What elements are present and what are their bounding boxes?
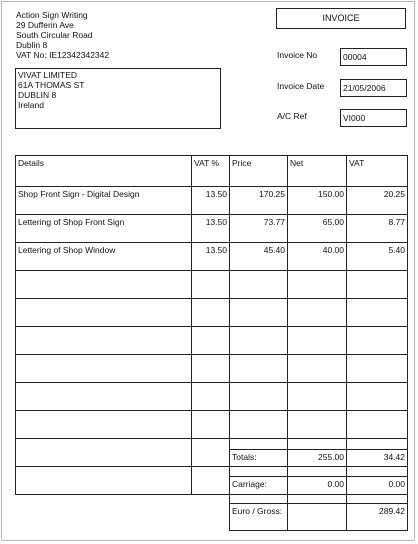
item-vat (347, 327, 408, 355)
customer-street: 61A THOMAS ST (18, 80, 85, 90)
item-vat-rate (192, 383, 230, 411)
item-price (230, 327, 288, 355)
item-vat-rate: 13.50 (192, 215, 230, 243)
item-row (16, 383, 408, 411)
customer-name: VIVAT LIMITED (18, 70, 78, 80)
supplier-name: Action Sign Writing (16, 10, 88, 20)
item-details (16, 327, 192, 355)
item-row (16, 215, 408, 243)
header-price: Price (230, 156, 288, 187)
totals-label: Euro / Gross: (230, 504, 288, 531)
item-row (16, 187, 408, 215)
item-net (288, 411, 347, 439)
item-vat-rate (192, 327, 230, 355)
item-net: 40.00 (288, 243, 347, 271)
item-vat (347, 411, 408, 439)
item-vat: 5.40 (347, 243, 408, 271)
header-net: Net (288, 156, 347, 187)
item-price: 73.77 (230, 215, 288, 243)
totals-net: 255.00 (288, 450, 347, 477)
item-vat-rate: 13.50 (192, 243, 230, 271)
item-price (230, 411, 288, 439)
item-price (230, 383, 288, 411)
item-net (288, 355, 347, 383)
totals-vat: 289.42 (347, 504, 408, 531)
items-table (15, 155, 408, 495)
item-vat: 20.25 (347, 187, 408, 215)
item-vat (347, 383, 408, 411)
item-price: 45.40 (230, 243, 288, 271)
totals-row (230, 450, 408, 477)
item-row (16, 271, 408, 299)
item-details (16, 271, 192, 299)
item-net: 150.00 (288, 187, 347, 215)
item-details (16, 355, 192, 383)
item-vat-rate (192, 439, 230, 467)
item-price (230, 355, 288, 383)
invoice-no-label: Invoice No (277, 50, 318, 60)
supplier-street: 29 Dufferin Ave (16, 20, 74, 30)
item-row (16, 327, 408, 355)
item-row (16, 355, 408, 383)
item-details (16, 467, 192, 495)
totals-vat: 34.42 (347, 450, 408, 477)
item-details: Shop Front Sign - Digital Design (16, 187, 192, 215)
ac-ref-field (340, 109, 407, 127)
totals-label: Carriage: (230, 477, 288, 504)
header-vat-rate: VAT % (192, 156, 230, 187)
totals-vat: 0.00 (347, 477, 408, 504)
item-vat-rate (192, 271, 230, 299)
item-details (16, 299, 192, 327)
invoice-date-label: Invoice Date (277, 81, 325, 91)
item-vat (347, 355, 408, 383)
customer-address-box (15, 68, 221, 129)
item-details: Lettering of Shop Front Sign (16, 215, 192, 243)
item-price: 170.25 (230, 187, 288, 215)
totals-label: Totals: (230, 450, 288, 477)
item-vat-rate (192, 355, 230, 383)
item-vat-rate (192, 299, 230, 327)
ac-ref-value: VI000 (343, 113, 366, 123)
item-net (288, 299, 347, 327)
invoice-date-field (340, 79, 407, 97)
item-vat: 8.77 (347, 215, 408, 243)
invoice-no-value: 00004 (343, 52, 367, 62)
totals-net: 0.00 (288, 477, 347, 504)
item-vat-rate (192, 467, 230, 495)
item-details (16, 383, 192, 411)
supplier-city: Dublin 8 (16, 40, 48, 50)
totals-table (229, 449, 408, 531)
supplier-road: South Circular Road (16, 30, 93, 40)
item-net: 65.00 (288, 215, 347, 243)
item-net (288, 383, 347, 411)
item-row (16, 299, 408, 327)
item-vat (347, 299, 408, 327)
item-price (230, 271, 288, 299)
header-details: Details (16, 156, 192, 187)
invoice-no-field (340, 48, 407, 66)
customer-city: DUBLIN 8 (18, 90, 57, 100)
item-vat-rate: 13.50 (192, 187, 230, 215)
item-row (16, 243, 408, 271)
header-vat: VAT (347, 156, 408, 187)
item-price (230, 299, 288, 327)
item-vat-rate (192, 411, 230, 439)
invoice-date-value: 21/05/2006 (343, 83, 386, 93)
item-details (16, 411, 192, 439)
item-details: Lettering of Shop Window (16, 243, 192, 271)
item-net (288, 327, 347, 355)
item-row (16, 411, 408, 439)
ac-ref-label: A/C Ref (277, 111, 307, 121)
supplier-address (16, 10, 109, 60)
totals-row (230, 477, 408, 504)
invoice-title: INVOICE (322, 13, 360, 23)
item-vat (347, 271, 408, 299)
customer-country: Ireland (18, 100, 44, 110)
item-net (288, 271, 347, 299)
supplier-vat-number: VAT No: IE12342342342 (16, 50, 110, 60)
item-details (16, 439, 192, 467)
invoice-title-box (276, 8, 406, 29)
totals-row (230, 504, 408, 531)
totals-net (288, 504, 347, 531)
items-header-row (16, 156, 408, 187)
